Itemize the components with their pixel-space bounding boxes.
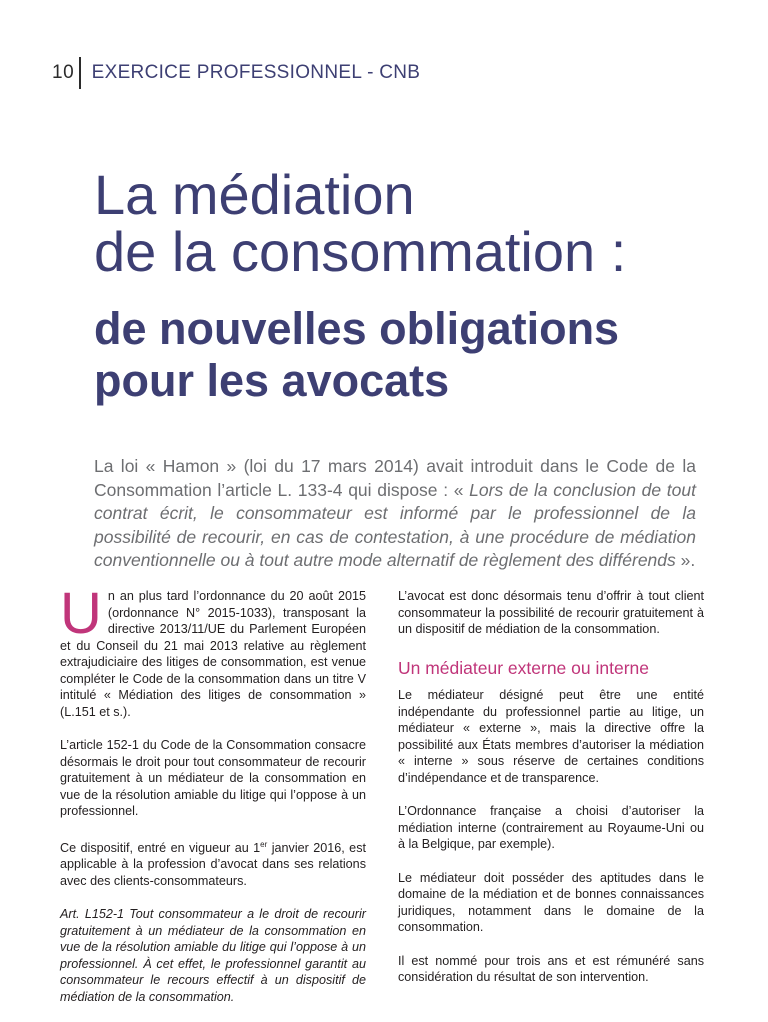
title-line-2: de la consommation : [94,220,627,283]
subtitle-line-2: pour les avocats [94,355,450,406]
right-paragraph-3: L’Ordonnance française a choisi d’autoriser la médiation interne (contrairement au Royaume-Uni ou à la Belgique, par exemple). [398,804,704,851]
page-header [52,57,420,89]
left-paragraph-3-a: Ce dispositif, entré en vigueur au 1 [60,840,261,855]
intro-plain: La loi « Hamon » (loi du 17 mars 2014) avait introduit dans le Code de la Consommation l’article L. 133-4 qui dispose : « [94,456,696,500]
page-subtitle [94,303,619,407]
page-title [94,163,627,283]
title-line-1: La médiation [94,163,415,226]
intro-end: ». [675,550,696,570]
left-paragraph-2: L’article 152-1 du Code de la Consommation consacre désormais le droit pour tout consommateur de recourir gratuitement à un médiateur de la consommation en vue de la résolution amiable du litige qui l’oppose à un professionnel. [60,738,366,818]
page-number: 10 [52,62,75,83]
left-paragraph-1 [60,581,366,720]
subtitle-line-1: de nouvelles obligations [94,303,620,354]
right-paragraph-2: Le médiateur désigné peut être une entité indépendante du professionnel partie au litige, un médiateur « externe », mais la directive offre la possibilité aux États membres d’autoriser la médiation « interne » sous réserve de certaines conditions d’indépendance et de transparence. [398,688,704,785]
drop-cap: U [60,581,102,646]
right-paragraph-5: Il est nommé pour trois ans et est rémunéré sans considération du résultat de son intervention. [398,953,704,984]
section-title: EXERCICE PROFESSIONNEL - CNB [91,62,421,83]
section-heading: Un médiateur externe ou interne [398,657,649,678]
left-paragraph-1-text: n an plus tard l’ordonnance du 20 août 2015 (ordonnance N° 2015-1033), transposant la directive 2013/11/UE du Parlement Européen et du Conseil du 21 mai 2013 relative au règlement extrajudiciaire des litiges de consommation, est venue compléter le Code de la consommation dans un titre V intitulé « Médiation des litiges de consommation » (L.151 et s.). [60,589,366,719]
right-paragraph-4: Le médiateur doit posséder des aptitudes dans le domaine de la médiation et de bonnes connaissances juridiques, notamment dans le domaine de la consommation. [398,870,704,934]
left-paragraph-3-b: janvier 2016, est applicable à la profession d’avocat dans ses relations avec des clients-consommateurs. [60,840,366,888]
left-column [60,581,366,1022]
left-paragraph-3 [60,837,366,890]
header-divider [79,57,81,89]
article-quote: Art. L152-1 Tout consommateur a le droit de recourir gratuitement à un médiateur de la consommation en vue de la résolution amiable du litige qui l’oppose à un professionnel. À cet effet, le professionnel garantit au consommateur le recours effectif à un dispositif de médiation de la consommation. [60,907,366,1004]
intro-quote: Lors de la conclusion de tout contrat écrit, le consommateur est informé par le professionnel de la possibilité de recourir, en cas de contestation, à une procédure de médiation conventionnelle ou à tout autre mode alternatif de règlement des différends [94,479,696,570]
right-paragraph-1: L’avocat est donc désormais tenu d’offrir à tout client consommateur la possibilité de recourir gratuitement à un dispositif de médiation de la consommation. [398,589,704,636]
superscript-er: er [260,839,268,849]
intro-paragraph [94,455,696,573]
right-column [398,588,704,1003]
